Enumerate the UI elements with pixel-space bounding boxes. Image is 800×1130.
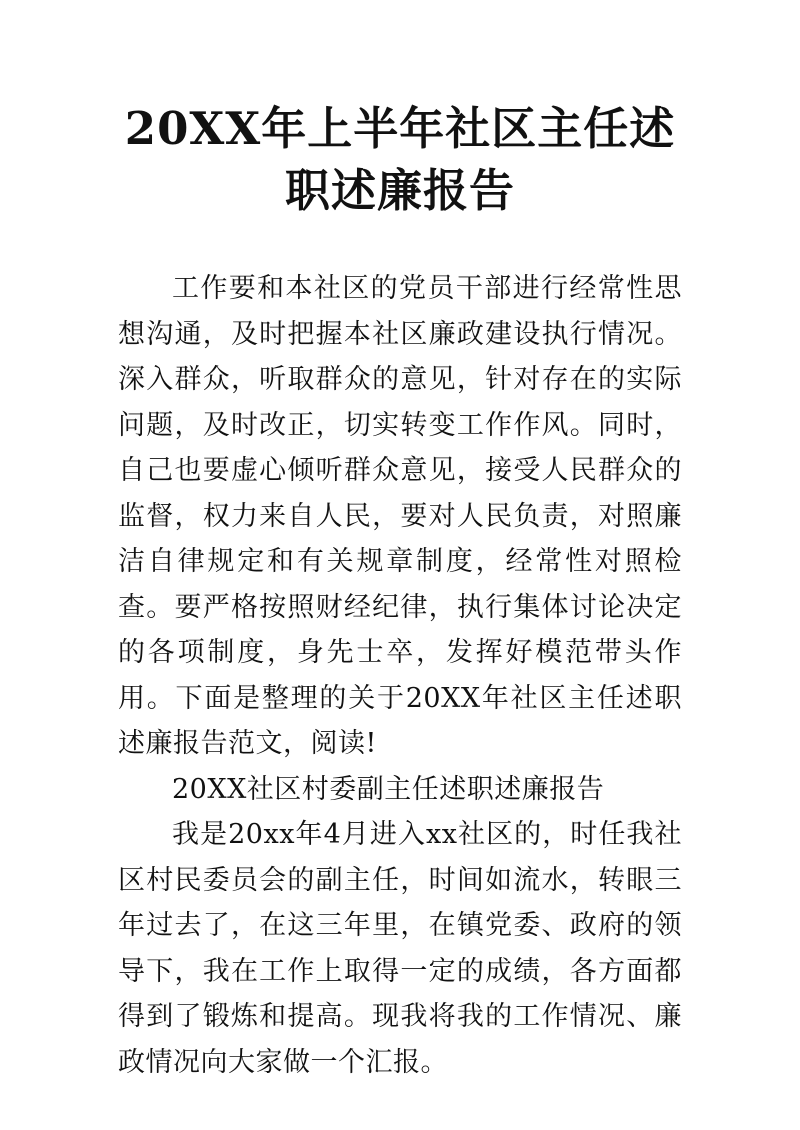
title-line-2: 职述廉报告 bbox=[284, 164, 515, 217]
paragraph-intro: 工作要和本社区的党员干部进行经常性思想沟通，及时把握本社区廉政建设执行情况。深入群众，听取群众的意见，针对存在的实际问题，及时改正，切实转变工作作风。同时，自己也要虚心倾听群众意见，接受人民群众的监督，权力来自人民，要对人民负责，对照廉洁自律规定和有关规章制度，经常性对照检查。要严格按照财经纪律，执行集体讨论决定的各项制度，身先士卒，发挥好模范带头作用。下面是整理的关于20XX年社区主任述职述廉报告范文，阅读! bbox=[118, 273, 682, 759]
document-body bbox=[118, 266, 682, 1085]
title-line-1: 20XX年上半年社区主任述 bbox=[124, 102, 676, 155]
paragraph-subtitle: 20XX社区村委副主任述职述廉报告 bbox=[172, 773, 605, 805]
paragraph-report: 我是20xx年4月进入xx社区的，时任我社区村民委员会的副主任，时间如流水，转眼三年过去了，在这三年里，在镇党委、政府的领导下，我在工作上取得一定的成绩，各方面都得到了锻炼和提高。现我将我的工作情况、廉政情况向大家做一个汇报。 bbox=[118, 819, 682, 1078]
document-title bbox=[118, 98, 682, 222]
